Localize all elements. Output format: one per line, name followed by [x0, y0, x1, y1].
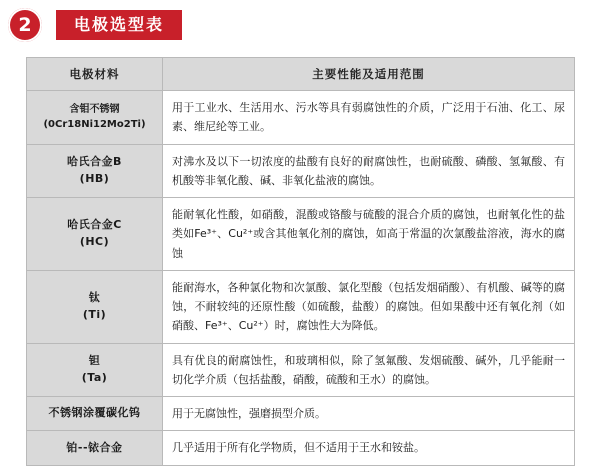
page-header [0, 8, 182, 42]
cell-material [27, 270, 163, 343]
cell-material [27, 397, 163, 431]
material-line: (Ta) [81, 370, 108, 384]
material-line: 不锈钢涂覆碳化钨 [48, 406, 141, 420]
material-line: 哈氏合金C [67, 218, 122, 232]
cell-description: 用于工业水、生活用水、污水等具有弱腐蚀性的介质，广泛用于石油、化工、尿素、维尼纶等工业。 [163, 91, 575, 145]
table-head [27, 58, 575, 91]
cell-description: 具有优良的耐腐蚀性，和玻璃相似，除了氢氟酸、发烟硫酸、碱外，几乎能耐一切化学介质（包括盐酸，硝酸，硫酸和王水）的腐蚀。 [163, 343, 575, 397]
material-line: 铂--铱合金 [66, 440, 123, 454]
cell-material [27, 198, 163, 271]
column-header-description: 主要性能及适用范围 [163, 58, 575, 91]
cell-material [27, 343, 163, 397]
table-row [27, 91, 575, 145]
cell-description: 能耐海水，各种氯化物和次氯酸、氯化型酸（包括发烟硝酸）、有机酸、碱等的腐蚀，不耐较纯的还原性酸（如硫酸，盐酸）的腐蚀。但如果酸中还有氧化剂（如硝酸、Fe³⁺、Cu²⁺）时，腐蚀性大为降低。 [163, 270, 575, 343]
cell-description: 能耐氧化性酸，如硝酸，混酸或铬酸与硫酸的混合介质的腐蚀，也耐氧化性的盐类如Fe³⁺、Cu²⁺或含其他氧化剂的腐蚀，如高于常温的次氯酸盐溶液，海水的腐蚀 [163, 198, 575, 271]
cell-description: 对沸水及以下一切浓度的盐酸有良好的耐腐蚀性，也耐硫酸、磷酸、氢氟酸、有机酸等非氧化酸、碱、非氧化盐液的腐蚀。 [163, 144, 575, 198]
table-row [27, 270, 575, 343]
cell-description: 几乎适用于所有化学物质，但不适用于王水和铵盐。 [163, 431, 575, 465]
table-row [27, 198, 575, 271]
material-line: 含钼不锈钢 [69, 104, 120, 116]
page-title: 电极选型表 [56, 10, 182, 41]
table-row [27, 431, 575, 465]
table-row [27, 397, 575, 431]
material-line: (HB) [79, 171, 110, 185]
cell-material [27, 431, 163, 465]
column-header-material: 电极材料 [27, 58, 163, 91]
table-row [27, 343, 575, 397]
material-line: (HC) [79, 234, 110, 248]
table-header-row [27, 58, 575, 91]
table-row [27, 144, 575, 198]
material-line: 钛 [88, 291, 101, 305]
cell-material [27, 91, 163, 145]
cell-description: 用于无腐蚀性，强磨损型介质。 [163, 397, 575, 431]
section-number-badge: 2 [8, 8, 42, 42]
cell-material [27, 144, 163, 198]
material-line: 钽 [88, 354, 101, 368]
material-line: 哈氏合金B [67, 155, 122, 169]
table-body [27, 91, 575, 466]
material-line: (0Cr18Ni12Mo2Ti) [43, 119, 146, 131]
material-line: (Ti) [82, 307, 107, 321]
electrode-selection-table [26, 57, 575, 466]
